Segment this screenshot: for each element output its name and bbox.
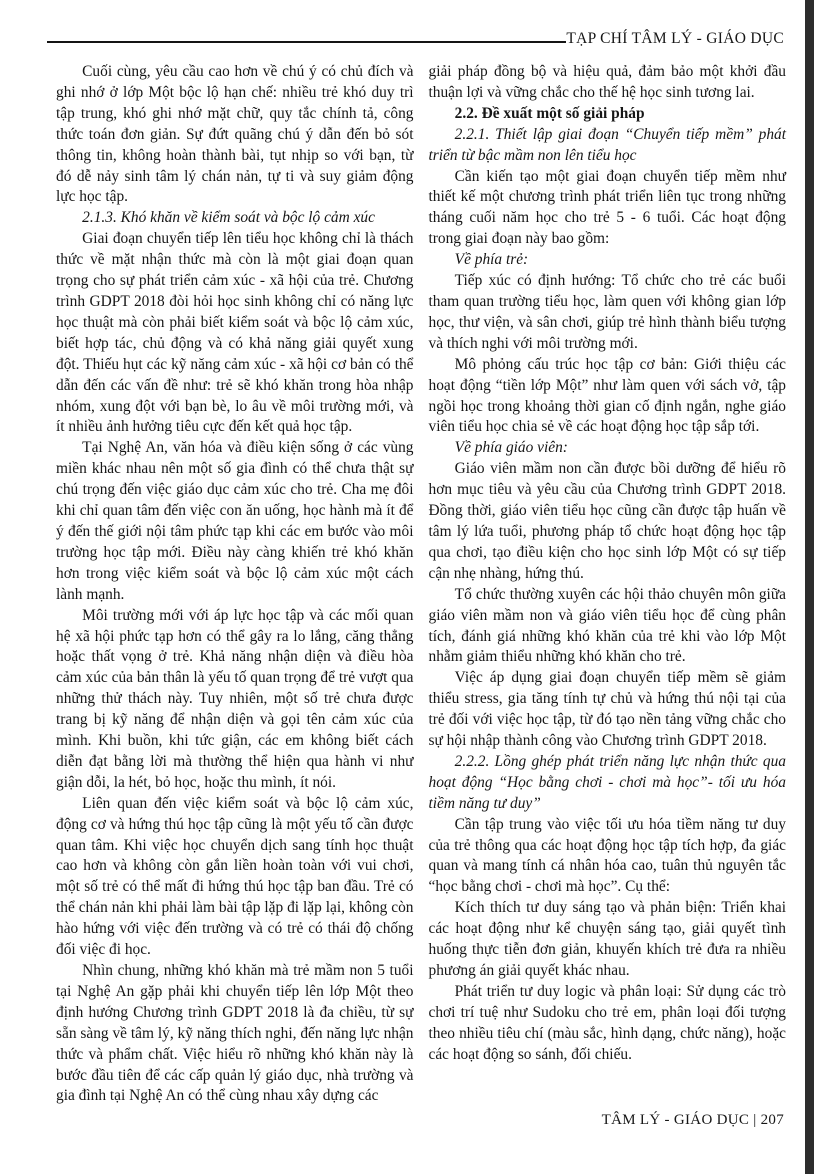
- paragraph: Việc áp dụng giai đoạn chuyển tiếp mềm sẽ giảm thiểu stress, gia tăng tính tự chủ và hứng thú nội tại của trẻ đối với việc học tập, từ đó tạo nền tảng vững chắc cho sự hội nhập thành công vào Chương trình GDPT 2018.: [428, 669, 786, 750]
- section-heading: 2.1.3. Khó khăn về kiểm soát và bộc lộ cảm xúc: [82, 209, 375, 227]
- page-header: [0, 0, 814, 47]
- section-heading: Về phía giáo viên:: [454, 439, 568, 457]
- paragraph: Giai đoạn chuyển tiếp lên tiểu học không chỉ là thách thức về mặt nhận thức mà còn là một giai đoạn quan trọng cho sự phát triển cảm xúc - xã hội của trẻ. Chương trình GDPT 2018 đòi hỏi học sinh không chỉ có năng lực học thuật mà còn phải biết kiểm soát và bộc lộ cảm xúc, biết hợp tác, chủ động và có khả năng giải quyết xung đột. Thiếu hụt các kỹ năng cảm xúc - xã hội cơ bản có thể dẫn đến các vấn đề như: trẻ sẽ khó khăn trong hòa nhập nhóm, xung đột với bạn bè, lo âu về môi trường mới, và ít nhiều ảnh hưởng tiêu cực đến kết quả học tập.: [56, 230, 414, 436]
- section-heading: 2.2. Đề xuất một số giải pháp: [454, 104, 645, 122]
- journal-title: TẠP CHÍ TÂM LÝ - GIÁO DỤC: [566, 30, 784, 47]
- paragraph: giải pháp đồng bộ và hiệu quả, đảm bảo một khởi đầu thuận lợi và vững chắc cho thế hệ học sinh tương lai.: [428, 63, 786, 101]
- section-heading: 2.2.2. Lồng ghép phát triển năng lực nhận thức qua hoạt động “Học bằng chơi - chơi mà học”- tối ưu hóa tiềm năng tư duy”: [428, 752, 786, 812]
- paragraph: Phát triển tư duy logic và phân loại: Sử dụng các trò chơi trí tuệ như Sudoku cho trẻ em, phân loại đối tượng theo nhiều tiêu chí (màu sắc, hình dạng, chức năng), hoặc các hoạt động so sánh, đối chiếu.: [428, 982, 786, 1063]
- paragraph: Kích thích tư duy sáng tạo và phản biện: Triển khai các hoạt động như kể chuyện sáng tạo, giải quyết tình huống thực tiễn đơn giản, khuyến khích trẻ đưa ra nhiều phương án giải quyết khác nhau.: [428, 899, 786, 980]
- paragraph: Liên quan đến việc kiểm soát và bộc lộ cảm xúc, động cơ và hứng thú học tập cũng là một yếu tố cần được quan tâm. Khi việc học chuyển dịch sang tính học thuật cao hơn và không còn gắn liền hoàn toàn với vui chơi, một số trẻ có thể mất đi hứng thú học tập ban đầu. Trẻ có thể chán nản khi phải làm bài tập lặp đi lặp lại, không còn hào hứng với việc đến trường và có trẻ có thái độ chống đối việc đi học.: [56, 794, 414, 959]
- paragraph: Tổ chức thường xuyên các hội thảo chuyên môn giữa giáo viên mầm non và giáo viên tiểu học để cùng phân tích, đánh giá những khó khăn của trẻ khi vào lớp Một nhằm giảm thiểu những khó khăn cho trẻ.: [428, 585, 786, 666]
- paragraph: Cần kiến tạo một giai đoạn chuyển tiếp mềm như thiết kế một chương trình phát triển liên tục trong những tháng cuối năm học cho trẻ 5 - 6 tuổi. Các hoạt động trong giai đoạn này bao gồm:: [428, 167, 786, 248]
- header-rule: [47, 41, 566, 43]
- paragraph: Nhìn chung, những khó khăn mà trẻ mầm non 5 tuổi tại Nghệ An gặp phải khi chuyển tiếp lên lớp Một theo định hướng Chương trình GDPT 2018 là đa chiều, từ sự sẵn sàng về tâm lý, kỹ năng thích nghi, đến năng lực nhận thức và phẩm chất. Việc hiểu rõ những khó khăn này là bước đầu tiên để các cấp quản lý giáo dục, nhà trường và gia đình tại Nghệ An có thể cùng nhau xây dựng các: [56, 962, 414, 1105]
- paragraph: Tiếp xúc có định hướng: Tổ chức cho trẻ các buổi tham quan trường tiểu học, làm quen với không gian lớp học, thư viện, và sân chơi, giúp trẻ hình thành biểu tượng và thích nghi với môi trường mới.: [428, 272, 786, 352]
- page-footer: TÂM LÝ - GIÁO DỤC | 207: [601, 1112, 784, 1128]
- section-heading: 2.2.1. Thiết lập giai đoạn “Chuyển tiếp mềm” phát triển từ bậc mầm non lên tiểu học: [428, 125, 786, 164]
- article-body: [0, 47, 814, 1107]
- left-column: [56, 62, 414, 1107]
- scan-border: [805, 0, 814, 1174]
- paragraph: Mô phỏng cấu trúc học tập cơ bản: Giới thiệu các hoạt động “tiền lớp Một” như làm quen với sách vở, tập ngồi học trong khoảng thời gian cố định ngắn, nghe giáo viên tiểu học chia sẻ về các hoạt động học tập sắp tới.: [428, 355, 786, 436]
- paragraph: Giáo viên mầm non cần được bồi dưỡng để hiểu rõ hơn mục tiêu và yêu cầu của Chương trình GDPT 2018. Đồng thời, giáo viên tiểu học cũng cần được tập huấn về tâm lý lứa tuổi, phương pháp tổ chức hoạt động học tập qua chơi, tạo điều kiện cho học sinh lớp Một có sự tiếp cận nhẹ nhàng, hứng thú.: [428, 460, 786, 582]
- paragraph: Tại Nghệ An, văn hóa và điều kiện sống ở các vùng miền khác nhau nên một số gia đình có thể chưa thật sự chú trọng đến việc giáo dục cảm xúc cho trẻ. Cha mẹ đôi khi chỉ quan tâm đến việc con ăn uống, học hành mà ít để ý đến thế giới nội tâm phức tạp khi các em bước vào môi trường học tập mới. Điều này càng khiến trẻ khó khăn hơn trong việc kiểm soát và bộc lộ cảm xúc một cách lành mạnh.: [56, 439, 414, 603]
- paragraph: Cần tập trung vào việc tối ưu hóa tiềm năng tư duy của trẻ thông qua các hoạt động học tập tích hợp, đa giác quan và mang tính cá nhân hóa cao, tuân thủ nguyên tắc “học bằng chơi - chơi mà học”. Cụ thể:: [428, 815, 786, 896]
- paragraph: Môi trường mới với áp lực học tập và các mối quan hệ xã hội phức tạp hơn có thể gây ra lo lắng, căng thẳng hoặc thất vọng ở trẻ. Khả năng nhận diện và điều hòa cảm xúc của bản thân là yếu tố quan trọng để trẻ vượt qua những thử thách này. Tuy nhiên, một số trẻ chưa được trang bị kỹ năng để nhận diện và gọi tên cảm xúc của mình. Khi buồn, khi tức giận, các em không biết cách diễn đạt bằng lời mà thường thể hiện qua hành vi như giận dỗi, la hét, bỏ học, hoặc thu mình, ít nói.: [56, 606, 414, 791]
- right-column: [429, 62, 787, 1107]
- section-heading: Về phía trẻ:: [454, 251, 529, 269]
- paragraph: Cuối cùng, yêu cầu cao hơn về chú ý có chủ đích và ghi nhớ ở lớp Một bộc lộ hạn chế: nhiều trẻ khó duy trì tập trung, khó ghi nhớ mặt chữ, quy tắc chính tả, công thức toán đơn giản. Sự đứt quãng chú ý dẫn đến bỏ sót thông tin, không hoàn thành bài, tụt nhịp so với bạn, từ đó dễ nảy sinh tâm lý chán nản, tự ti và suy giảm động lực học tập.: [56, 63, 414, 206]
